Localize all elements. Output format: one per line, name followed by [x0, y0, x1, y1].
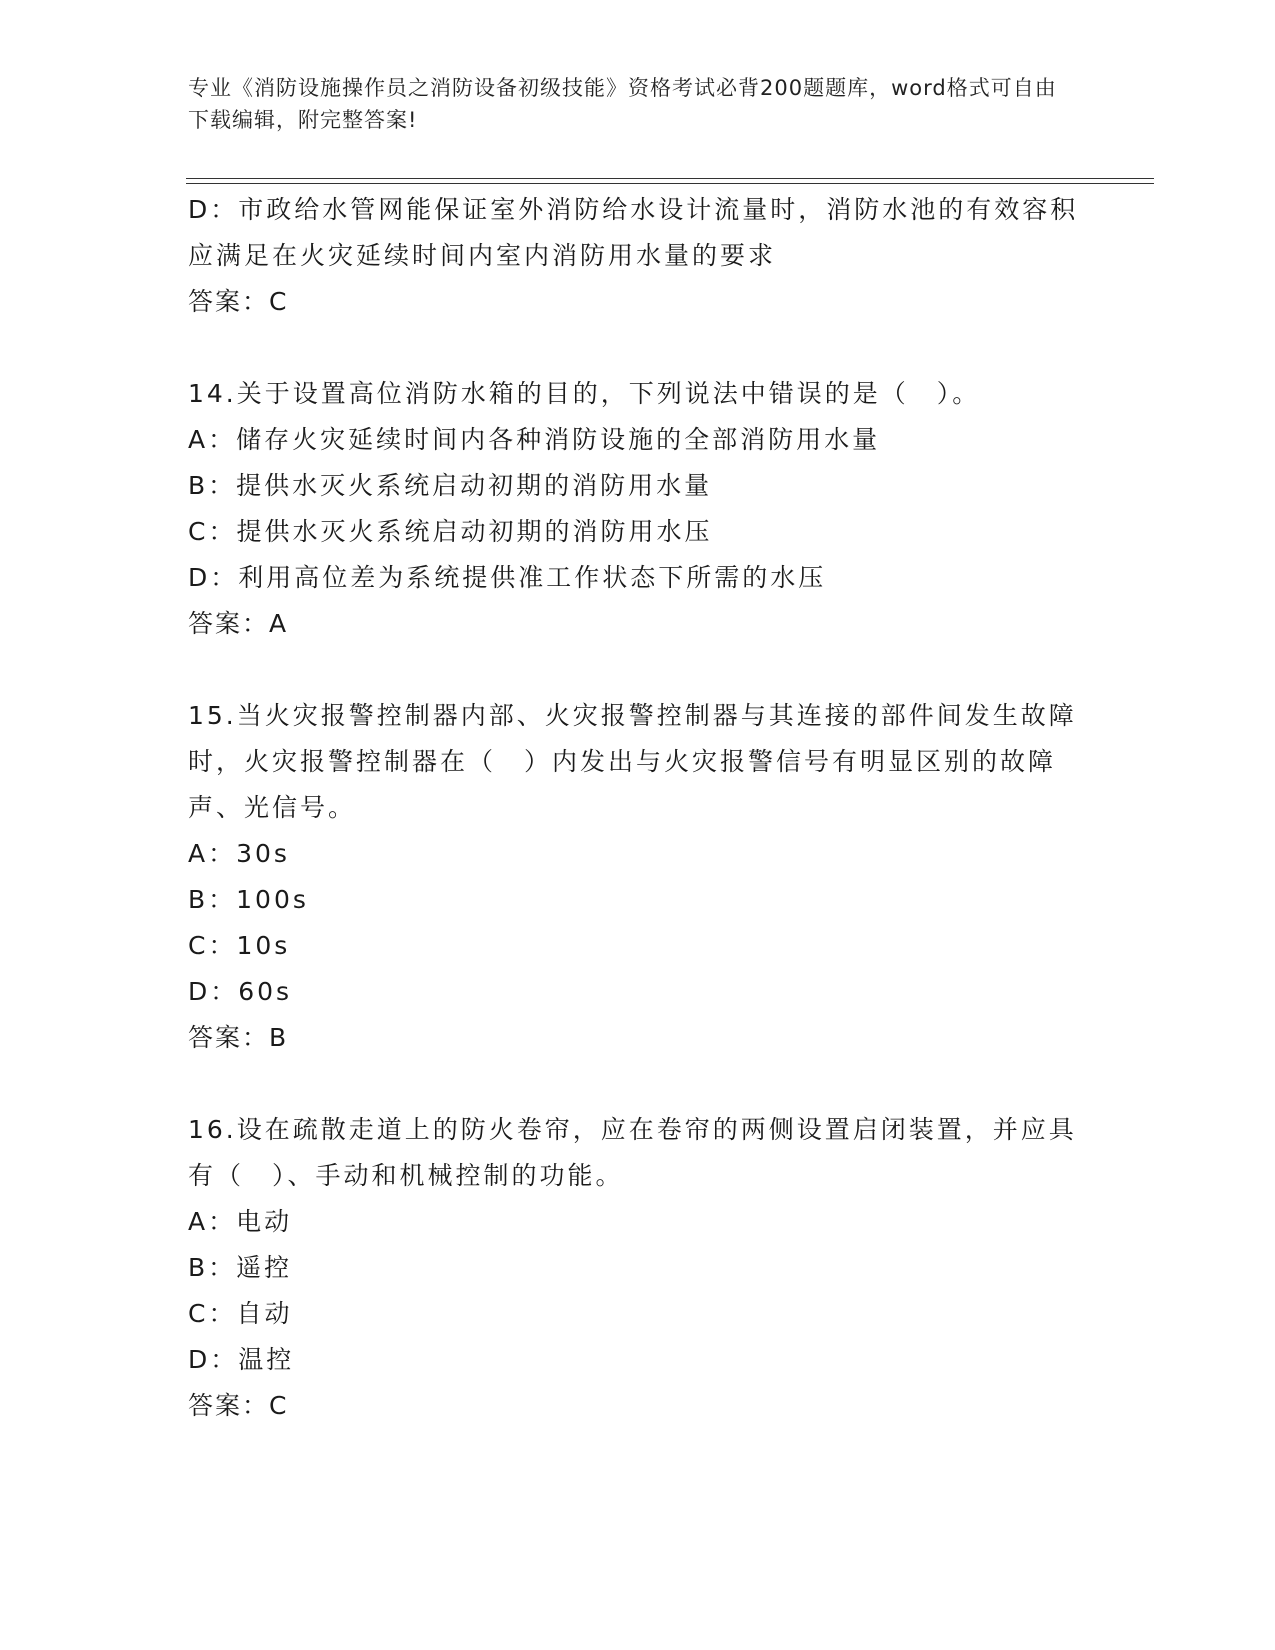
spacer	[188, 647, 1088, 693]
question-answer: 答案：A	[188, 609, 289, 638]
option-b: B：提供水灭火系统启动初期的消防用水量	[188, 471, 713, 500]
option-c: C：自动	[188, 1299, 293, 1328]
option-b: B：遥控	[188, 1253, 293, 1282]
question-stem: 15.当火灾报警控制器内部、火灾报警控制器与其连接的部件间发生故障时，火灾报警控制器在（ ）内发出与火灾报警信号有明显区别的故障声、光信号。	[188, 701, 1077, 822]
option-a: A：30s	[188, 839, 290, 868]
question-block-16	[188, 1107, 1088, 1429]
spacer	[188, 1061, 1088, 1107]
option-b: B：100s	[188, 885, 309, 914]
previous-question-answer: 答案：C	[188, 287, 289, 316]
document-body	[188, 187, 1088, 1429]
question-stem: 14.关于设置高位消防水箱的目的，下列说法中错误的是（ ）。	[188, 379, 981, 408]
option-a: A：储存火灾延续时间内各种消防设施的全部消防用水量	[188, 425, 881, 454]
option-c: C：10s	[188, 931, 291, 960]
option-c: C：提供水灭火系统启动初期的消防用水压	[188, 517, 713, 546]
spacer	[188, 325, 1088, 371]
question-answer: 答案：B	[188, 1023, 289, 1052]
header-rule-top	[186, 178, 1154, 179]
question-stem: 16.设在疏散走道上的防火卷帘，应在卷帘的两侧设置启闭装置，并应具有（ ）、手动和机械控制的功能。	[188, 1115, 1077, 1190]
option-a: A：电动	[188, 1207, 293, 1236]
document-header: 专业《消防设施操作员之消防设备初级技能》资格考试必背200题题库，word格式可自由下载编辑，附完整答案!	[188, 76, 1057, 132]
option-d: D：利用高位差为系统提供准工作状态下所需的水压	[188, 563, 827, 592]
question-answer: 答案：C	[188, 1391, 289, 1420]
question-block-15	[188, 693, 1088, 1061]
option-d: D：温控	[188, 1345, 295, 1374]
previous-question-option-d: D：市政给水管网能保证室外消防给水设计流量时，消防水池的有效容积应满足在火灾延续时间内室内消防用水量的要求	[188, 195, 1079, 270]
header-rule-bottom	[186, 183, 1154, 184]
option-d: D：60s	[188, 977, 293, 1006]
question-block-14	[188, 371, 1088, 647]
